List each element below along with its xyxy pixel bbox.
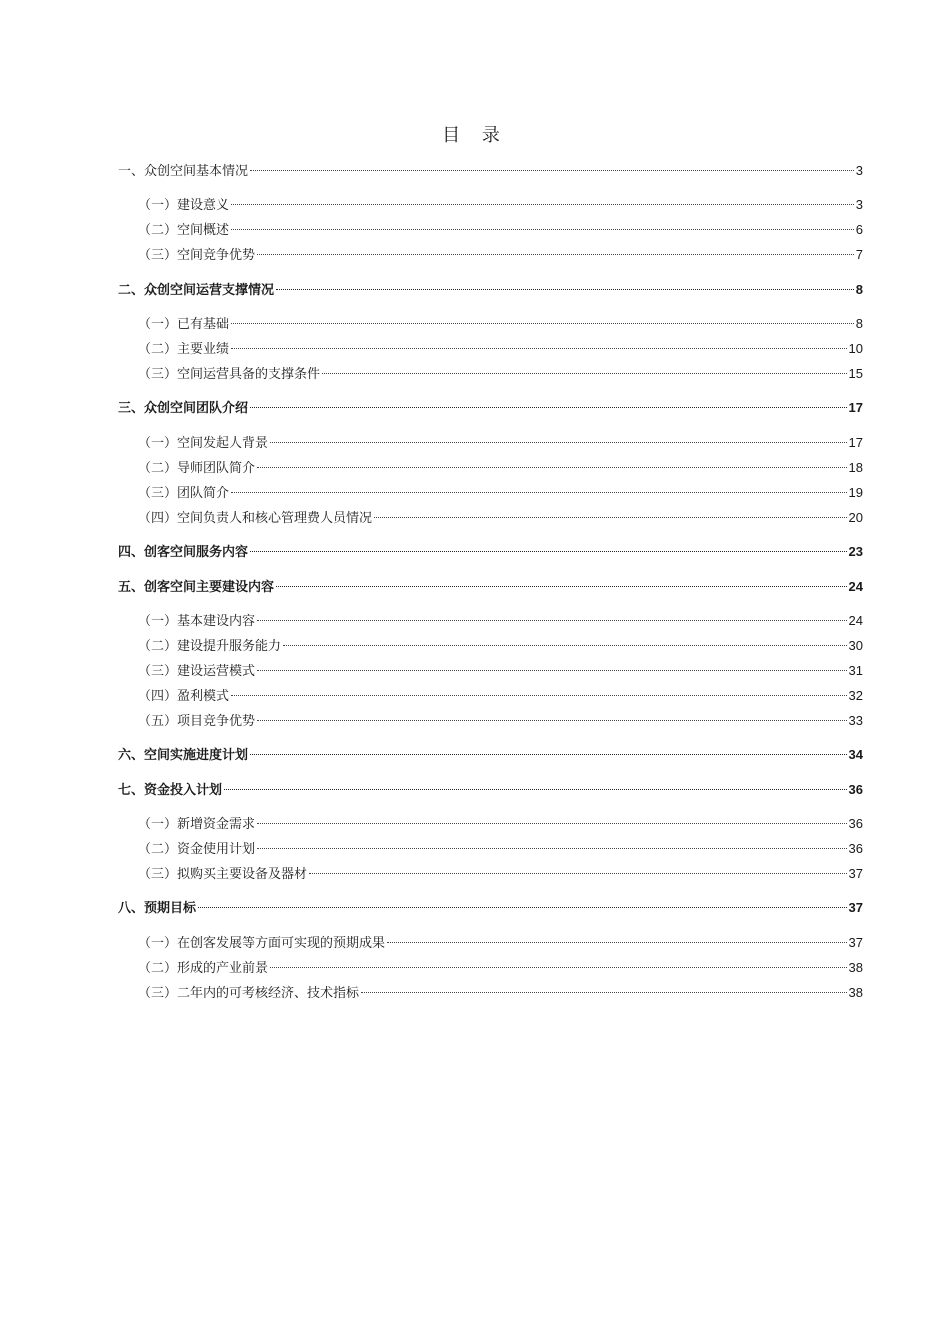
toc-leader-dots [257, 467, 847, 468]
toc-entry-page: 17 [848, 400, 863, 415]
toc-entry-page: 6 [855, 222, 863, 237]
toc-entry-label: （三）建设运营模式 [138, 664, 256, 679]
toc-entry-page: 31 [848, 663, 863, 678]
toc-entry-page: 19 [848, 485, 863, 500]
toc-entry[interactable] [138, 339, 863, 359]
toc-leader-dots [224, 789, 847, 790]
toc-leader-dots [387, 942, 847, 943]
toc-leader-dots [283, 645, 847, 646]
toc-entry[interactable] [138, 245, 863, 265]
toc-leader-dots [231, 492, 847, 493]
toc-entry[interactable] [138, 958, 863, 978]
toc-entry[interactable] [118, 898, 863, 918]
toc-entry[interactable] [138, 508, 863, 528]
toc-entry[interactable] [118, 577, 863, 597]
toc-entry-label: 一、众创空间基本情况 [118, 164, 249, 179]
toc-leader-dots [257, 254, 854, 255]
toc-entry[interactable] [138, 220, 863, 240]
toc-leader-dots [231, 695, 847, 696]
toc-leader-dots [250, 551, 847, 552]
toc-entry[interactable] [118, 780, 863, 800]
toc-entry[interactable] [138, 636, 863, 656]
toc-leader-dots [257, 670, 847, 671]
toc-entry-label: （一）空间发起人背景 [138, 436, 269, 451]
toc-entry[interactable] [118, 280, 863, 300]
toc-entry-label: 五、创客空间主要建设内容 [118, 580, 275, 595]
toc-entry[interactable] [138, 364, 863, 384]
toc-entry-label: （三）空间竞争优势 [138, 248, 256, 263]
toc-entry-page: 7 [855, 247, 863, 262]
toc-entry-label: 七、资金投入计划 [118, 783, 223, 798]
toc-entry-label: 六、空间实施进度计划 [118, 748, 249, 763]
toc-entry-label: （一）建设意义 [138, 198, 230, 213]
toc-entry-label: （四）空间负责人和核心管理费人员情况 [138, 511, 373, 526]
toc-entry-label: （一）新增资金需求 [138, 817, 256, 832]
toc-entry-page: 34 [848, 747, 863, 762]
toc-leader-dots [309, 873, 847, 874]
toc-entry-page: 24 [848, 613, 863, 628]
toc-entry-label: （三）二年内的可考核经济、技术指标 [138, 986, 360, 1001]
toc-entry-page: 23 [848, 544, 863, 559]
toc-entry-page: 37 [848, 866, 863, 881]
toc-entry-label: （三）团队简介 [138, 486, 230, 501]
toc-leader-dots [231, 229, 854, 230]
toc-entry[interactable] [138, 686, 863, 706]
toc-leader-dots [257, 620, 847, 621]
toc-entry-page: 8 [855, 316, 863, 331]
toc-entry[interactable] [138, 933, 863, 953]
toc-leader-dots [374, 517, 847, 518]
toc-leader-dots [257, 848, 847, 849]
toc-entry-page: 3 [855, 163, 863, 178]
toc-leader-dots [276, 586, 847, 587]
toc-entry[interactable] [138, 314, 863, 334]
toc-entry[interactable] [138, 433, 863, 453]
toc-entry-label: （四）盈利模式 [138, 689, 230, 704]
toc-entry-label: 二、众创空间运营支撑情况 [118, 283, 275, 298]
toc-leader-dots [257, 720, 847, 721]
toc-entry-page: 20 [848, 510, 863, 525]
toc-entry-page: 17 [848, 435, 863, 450]
toc-entry[interactable] [138, 661, 863, 681]
toc-leader-dots [270, 967, 847, 968]
toc-entry-page: 8 [855, 282, 863, 297]
toc-leader-dots [322, 373, 847, 374]
toc-entry-label: （五）项目竞争优势 [138, 714, 256, 729]
toc-entry-label: （三）空间运营具备的支撑条件 [138, 367, 321, 382]
toc-title: 目 录 [442, 125, 508, 146]
toc-leader-dots [250, 407, 847, 408]
toc-entry-page: 36 [848, 841, 863, 856]
toc-entry-page: 36 [848, 782, 863, 797]
toc-entry-label: （二）建设提升服务能力 [138, 639, 282, 654]
toc-entry-label: 三、众创空间团队介绍 [118, 401, 249, 416]
toc-leader-dots [276, 289, 854, 290]
toc-entry[interactable] [118, 745, 863, 765]
toc-leader-dots [257, 823, 847, 824]
toc-entry-label: （二）形成的产业前景 [138, 961, 269, 976]
toc-entry-label: （一）已有基础 [138, 317, 230, 332]
toc-entry-page: 32 [848, 688, 863, 703]
toc-entry-page: 30 [848, 638, 863, 653]
toc-entry-page: 15 [848, 366, 863, 381]
toc-entry-label: 八、预期目标 [118, 901, 197, 916]
toc-entry-page: 24 [848, 579, 863, 594]
toc-entry-label: 四、创客空间服务内容 [118, 545, 249, 560]
toc-entry-page: 33 [848, 713, 863, 728]
toc-entry[interactable] [138, 458, 863, 478]
toc-leader-dots [361, 992, 847, 993]
toc-entry-page: 38 [848, 985, 863, 1000]
toc-entry[interactable] [138, 483, 863, 503]
toc-entry[interactable] [138, 864, 863, 884]
toc-entry-label: （二）主要业绩 [138, 342, 230, 357]
toc-leader-dots [270, 442, 847, 443]
toc-entry-page: 37 [848, 900, 863, 915]
toc-leader-dots [198, 907, 847, 908]
toc-leader-dots [231, 348, 847, 349]
toc-entry-label: （二）导师团队简介 [138, 461, 256, 476]
toc-leader-dots [250, 754, 847, 755]
toc-entry-label: （二）空间概述 [138, 223, 230, 238]
toc-entry-label: （一）基本建设内容 [138, 614, 256, 629]
toc-entry-label: （三）拟购买主要设备及器材 [138, 867, 308, 882]
toc-entry[interactable] [138, 814, 863, 834]
toc-entry[interactable] [118, 398, 863, 418]
toc-entry-page: 36 [848, 816, 863, 831]
toc-entry-page: 37 [848, 935, 863, 950]
toc-entry[interactable] [118, 161, 863, 181]
toc-entry-page: 10 [848, 341, 863, 356]
toc-leader-dots [231, 323, 854, 324]
toc-entry-page: 38 [848, 960, 863, 975]
toc-entry-page: 3 [855, 197, 863, 212]
toc-leader-dots [250, 170, 854, 171]
toc-entry[interactable] [138, 839, 863, 859]
toc-entry[interactable] [138, 711, 863, 731]
toc-entry-label: （二）资金使用计划 [138, 842, 256, 857]
toc-leader-dots [231, 204, 854, 205]
toc-entry[interactable] [118, 542, 863, 562]
toc-entry-page: 18 [848, 460, 863, 475]
toc-entry-label: （一）在创客发展等方面可实现的预期成果 [138, 936, 386, 951]
toc-entry[interactable] [138, 611, 863, 631]
toc-entry[interactable] [138, 983, 863, 1003]
toc-entry[interactable] [138, 195, 863, 215]
